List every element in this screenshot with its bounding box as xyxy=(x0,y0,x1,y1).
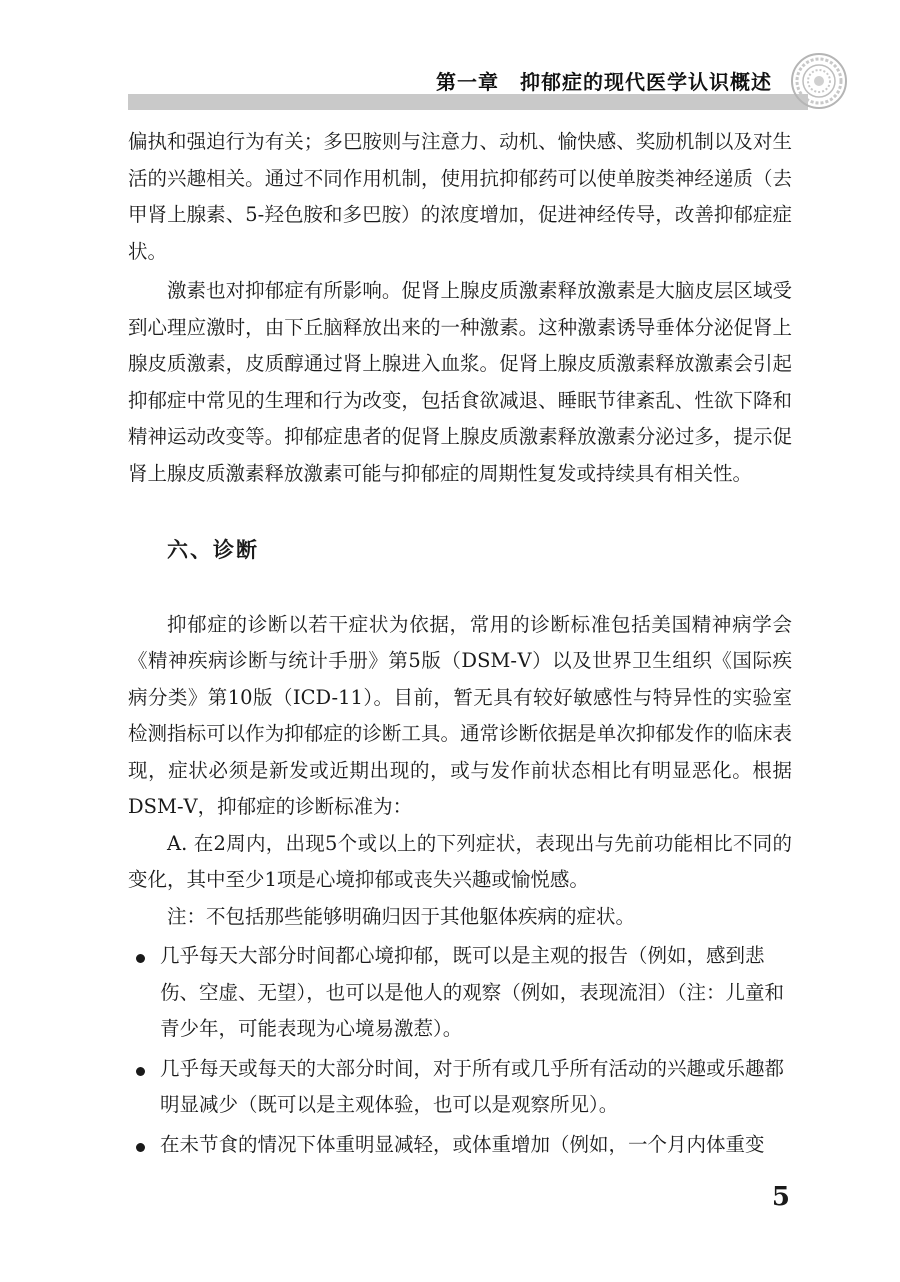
header-bar xyxy=(128,94,808,110)
bullet-icon xyxy=(136,954,145,963)
chapter-title: 第一章 抑郁症的现代医学认识概述 xyxy=(436,70,772,94)
list-item-text: 几乎每天大部分时间都心境抑郁，既可以是主观的报告（例如，感到悲伤、空虚、无望），也可以是他人的观察（例如，表现流泪）（注：儿童和青少年，可能表现为心境易激惹）。 xyxy=(160,944,785,1040)
paragraph-hormones: 激素也对抑郁症有所影响。促肾上腺皮质激素释放激素是大脑皮层区域受到心理应激时，由下丘脑释放出来的一种激素。这种激素诱导垂体分泌促肾上腺皮质激素，皮质醇通过肾上腺进入血浆。促肾上腺皮质激素释放激素会引起抑郁症中常见的生理和行为改变，包括食欲减退、睡眠节律紊乱、性欲下降和精神运动改变等。抑郁症患者的促肾上腺皮质激素释放激素分泌过多，提示促肾上腺皮质激素释放激素可能与抑郁症的周期性复发或持续具有相关性。 xyxy=(128,279,792,485)
bullet-icon xyxy=(136,1067,145,1076)
list-item xyxy=(128,938,792,1048)
bullet-icon xyxy=(136,1143,145,1152)
circular-ornament-icon xyxy=(790,52,848,110)
list-item xyxy=(128,1051,792,1124)
note-text: 注：不包括那些能够明确归因于其他躯体疾病的症状。 xyxy=(167,904,636,928)
list-item-text: 在未节食的情况下体重明显减轻，或体重增加（例如，一个月内体重变 xyxy=(160,1132,765,1156)
page-header xyxy=(0,0,900,115)
paragraph-criterion-a: A. 在2周内，出现5个或以上的下列症状，表现出与先前功能相比不同的变化，其中至少1项是心境抑郁或丧失兴趣或愉悦感。 xyxy=(128,831,792,891)
section-heading: 六、诊断 xyxy=(167,538,259,562)
list-item xyxy=(128,1127,792,1164)
page-number: 5 xyxy=(771,1182,790,1212)
page-body xyxy=(128,124,792,1163)
symptom-list xyxy=(128,938,792,1163)
list-item-text: 几乎每天或每天的大部分时间，对于所有或几乎所有活动的兴趣或乐趣都明显减少（既可以是主观体验，也可以是观察所见）。 xyxy=(160,1056,785,1116)
paragraph-continuation: 偏执和强迫行为有关；多巴胺则与注意力、动机、愉快感、奖励机制以及对生活的兴趣相关。通过不同作用机制，使用抗抑郁药可以使单胺类神经递质（去甲肾上腺素、5-羟色胺和多巴胺）的浓度增加，促进神经传导，改善抑郁症症状。 xyxy=(128,130,792,263)
paragraph-diagnosis: 抑郁症的诊断以若干症状为依据，常用的诊断标准包括美国精神病学会《精神疾病诊断与统计手册》第5版（DSM-Ⅴ）以及世界卫生组织《国际疾病分类》第10版（ICD-11）。目前，暂无具有较好敏感性与特异性的实验室检测指标可以作为抑郁症的诊断工具。通常诊断依据是单次抑郁发作的临床表现，症状必须是新发或近期出现的，或与发作前状态相比有明显恶化。根据DSM-Ⅴ，抑郁症的诊断标准为： xyxy=(128,612,792,818)
